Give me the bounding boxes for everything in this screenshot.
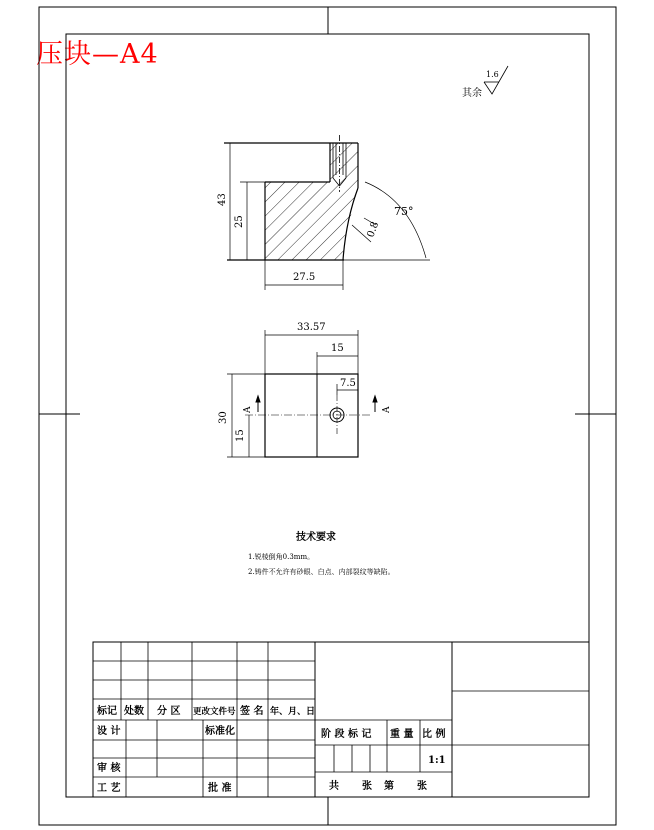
tb-total: 共 bbox=[329, 781, 339, 792]
tb-zone: 分 区 bbox=[157, 706, 181, 717]
dim-top-inner: 15 bbox=[331, 343, 344, 354]
tb-signature: 签 名 bbox=[240, 706, 264, 717]
dim-hole-offset: 7.5 bbox=[340, 378, 356, 389]
tb-mark: 标记 bbox=[97, 706, 117, 717]
tb-nth: 第 bbox=[384, 781, 394, 792]
title-block bbox=[93, 642, 589, 797]
dim-width-base: 27.5 bbox=[293, 272, 316, 283]
tb-sheet: 张 bbox=[417, 781, 427, 792]
tb-sheets: 张 bbox=[362, 781, 372, 792]
tb-weight: 重 量 bbox=[390, 729, 414, 740]
tb-process: 工 艺 bbox=[97, 783, 121, 794]
dim-plan-height: 30 bbox=[218, 411, 229, 424]
dim-angle: 75° bbox=[394, 205, 414, 218]
surface-finish-value: 1.6 bbox=[486, 70, 499, 79]
tech-item-2: 2.铸件不允许有砂眼、白点、内部裂纹等缺陷。 bbox=[248, 568, 395, 576]
tb-change-doc: 更改文件号 bbox=[193, 707, 236, 717]
tb-standard: 标准化 bbox=[205, 726, 235, 737]
section-label-left: A bbox=[243, 406, 253, 413]
dim-height-total: 43 bbox=[217, 193, 228, 206]
tb-scale-label: 比 例 bbox=[422, 729, 446, 740]
tb-scale-value: 1:1 bbox=[428, 755, 446, 766]
dim-height-step: 25 bbox=[234, 215, 245, 228]
section-label-right: A bbox=[382, 406, 392, 413]
centering-marks bbox=[39, 7, 616, 825]
hatched-section bbox=[265, 143, 358, 260]
tech-title: 技术要求 bbox=[296, 532, 336, 543]
height-dimensions bbox=[230, 143, 265, 260]
top-view bbox=[218, 322, 392, 457]
surface-finish-label: 其余 bbox=[462, 88, 482, 99]
outer-border bbox=[39, 7, 616, 825]
dim-plan-half: 15 bbox=[235, 429, 246, 442]
tech-item-1: 1.锐棱倒角0.3mm。 bbox=[248, 553, 315, 561]
tb-date: 年、月、日 bbox=[270, 707, 316, 717]
title-block-text bbox=[96, 704, 446, 794]
tb-count: 处数 bbox=[124, 706, 144, 717]
tech-requirements bbox=[248, 530, 395, 576]
dim-chamfer: 0.8 bbox=[365, 220, 382, 240]
tb-stage-mark: 阶 段 标 记 bbox=[321, 729, 372, 740]
tb-review: 审 核 bbox=[97, 763, 121, 774]
dim-top-width: 33.57 bbox=[297, 322, 326, 333]
surface-finish-symbol bbox=[462, 66, 508, 99]
drawing-title: 压块—A4 bbox=[36, 39, 159, 70]
front-view bbox=[217, 135, 430, 290]
tb-design: 设 计 bbox=[97, 726, 121, 737]
tb-approve: 批 准 bbox=[208, 783, 232, 794]
inner-border bbox=[66, 34, 589, 797]
